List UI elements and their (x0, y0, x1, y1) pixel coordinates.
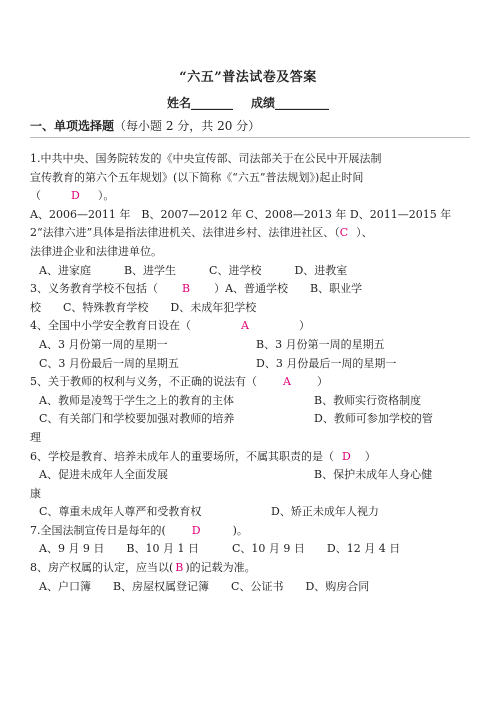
q2-line-1 (30, 224, 470, 243)
q5-option-a: A、教师是凌驾于学生之上的教育的主体 (39, 393, 234, 407)
q5-options-row-1 (30, 392, 470, 411)
q8-options: A、户口簿 B、房屋权属登记簿 C、公证书 D、购房合同 (39, 579, 370, 593)
q1-paren-open: （ (30, 189, 41, 203)
score-label: 成绩_________ (251, 96, 330, 110)
q3-stem: 3、义务教育学校不包括（ (30, 282, 158, 296)
q4-options-row-2 (30, 355, 470, 374)
q8-answer: B (175, 561, 184, 575)
q4-option-a: A、3 月份第一周的星期一 (39, 337, 168, 351)
q1-paren-close: ）。 (97, 189, 115, 203)
q6-line-1 (30, 448, 470, 467)
q6-stem-end: ） (364, 449, 376, 463)
q8-stem-end: )的记载为准。 (185, 561, 256, 575)
q6-stem: 6、学校是教育、培养未成年人的重要场所，不属其职责的是（ (30, 449, 334, 463)
q3-line-2: 校 C、特殊教育学校 D、未成年犯学校 (30, 300, 257, 314)
q1-options: A、2006—2011 年 B、2007—2012 年 C、2008—2013 年 D、2011—2015 年 (30, 207, 452, 221)
q6-answer: D (342, 449, 351, 463)
q4-options-row-1 (30, 336, 470, 355)
q6-option-c: C、尊重未成年人尊严和受教育权 (39, 505, 202, 519)
q5-option-b: B、教师实行资格制度 (314, 393, 422, 407)
q4-stem-end: ） (298, 319, 310, 333)
q8-line-1 (30, 559, 470, 578)
q5-stem: 5、关于教师的权利与义务，不正确的说法有（ (30, 375, 257, 389)
q3-line-1 (30, 280, 470, 299)
q5-option-d: D、教师可参加学校的管 (314, 412, 433, 426)
question-list (30, 150, 470, 596)
q5-option-d-cont: 理 (30, 430, 41, 444)
q6-option-b-cont: 康 (30, 486, 41, 500)
q4-option-c: C、3 月份最后一周的星期五 (39, 356, 179, 370)
q4-option-b: B、3 月份第一周的星期五 (256, 337, 385, 351)
q1-line-1: 1.中共中央、国务院转发的《中央宣传部、司法部关于在公民中开展法制 (30, 152, 382, 165)
name-score-row (0, 94, 496, 111)
q6-option-b: B、保护未成年人身心健 (314, 468, 433, 482)
q2-options: A、进家庭 B、进学生 C、进学校 D、进教室 (39, 263, 348, 277)
q2-stem-end: ）、 (356, 226, 373, 240)
q1-line-2: 宣传教育的第六个五年规划》(以下简称《“六五”普法规划》)起止时间 (30, 170, 364, 184)
q3-answer: B (182, 282, 191, 296)
q7-line-1 (30, 522, 470, 541)
q5-options-row-2 (30, 410, 470, 429)
q3-options-part1: ）A、普通学校 B、职业学 (214, 282, 363, 296)
section-title: 一、单项选择题 (30, 119, 115, 133)
q5-option-c: C、有关部门和学校要加强对教师的培养 (39, 412, 235, 426)
q4-answer: A (241, 319, 249, 333)
section-divider (30, 137, 470, 138)
q6-options-row-2 (30, 503, 470, 522)
document-title: “六五”普法试卷及答案 (179, 70, 317, 85)
q5-answer: A (283, 375, 291, 389)
section-note: （每小题 2 分，共 20 分） (114, 119, 261, 133)
q5-stem-end: ） (316, 375, 328, 389)
q4-stem: 4、全国中小学安全教育日设在（ (30, 319, 191, 333)
q1-line-3 (30, 187, 470, 206)
q6-option-d: D、矫正未成年人视力 (271, 505, 379, 519)
q4-option-d: D、3 月份最后一周的星期一 (256, 356, 397, 370)
q7-stem-end: )。 (232, 523, 248, 537)
section-heading (30, 117, 470, 134)
q7-answer: D (191, 523, 201, 537)
q8-stem: 8、房产权属的认定，应当以( (30, 561, 174, 575)
q2-answer: C (339, 226, 349, 240)
q7-stem: 7.全国法制宣传日是每年的( (30, 523, 166, 537)
q6-options-row-1 (30, 466, 470, 485)
q1-answer: D (71, 189, 80, 203)
q6-option-a: A、促进未成年人全面发展 (39, 468, 168, 482)
q7-options: A、9 月 9 日 B、10 月 1 日 C、10 月 9 日 D、12 月 4 日 (39, 542, 401, 556)
q5-line-1 (30, 373, 470, 392)
q2-stem: 2“法律六进”具体是指法律进机关、法律进乡村、法律进社区、（ (30, 226, 340, 240)
name-label: 姓名_______ (166, 96, 233, 110)
q2-line-2: 法律进企业和法律进单位。 (30, 244, 162, 258)
q4-line-1 (30, 317, 470, 336)
